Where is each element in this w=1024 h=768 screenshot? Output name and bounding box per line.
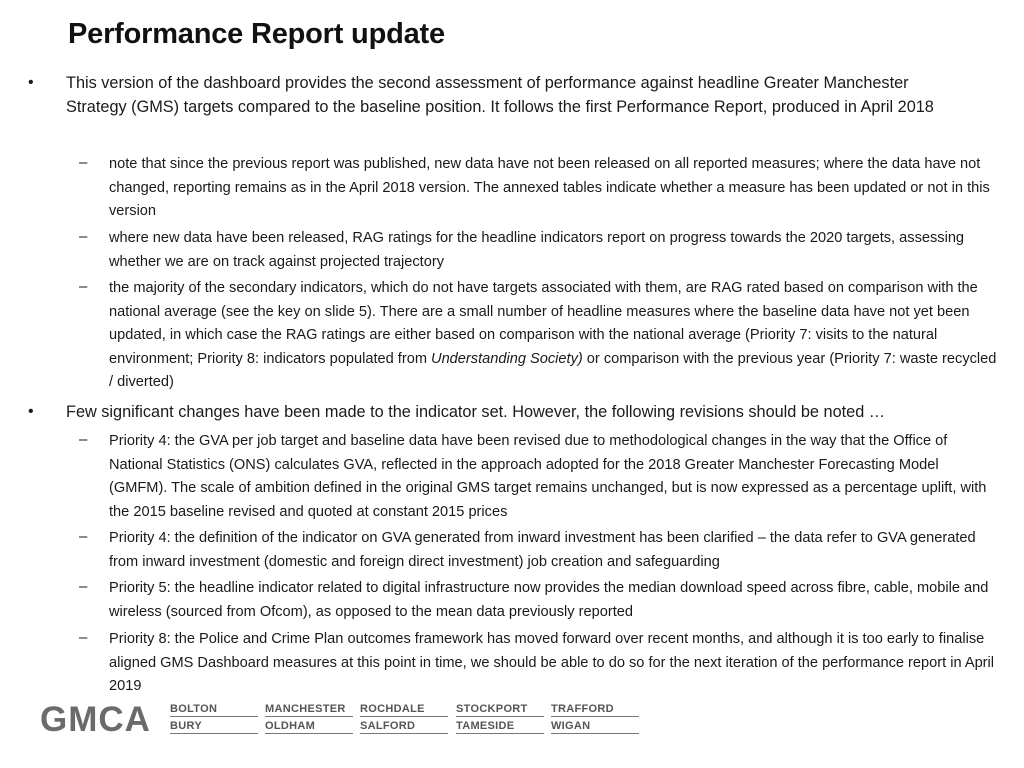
italic-source-name: Understanding Society) — [431, 350, 583, 367]
sub-bullet-marker: – — [79, 278, 88, 295]
sub-bullet-text: Priority 4: the definition of the indicator on GVA generated from inward investment has been clarified – the data refer to GVA generated from inward investment (domestic and foreign direct investment) job creation and safeguarding — [109, 530, 976, 570]
district-label: OLDHAM — [265, 720, 353, 734]
bullet-item — [28, 400, 966, 424]
page-title: Performance Report update — [68, 18, 445, 50]
sub-bullet-text: the majority of the secondary indicators, which do not have targets associated with them, are RAG rated based on comparison with the national average (see the key on slide 5). There are a small number of headline measures where the baseline data have not yet been updated, in which case the RAG ratings are either based on comparison with the national average (Priority 7: visits to the natural environment; Priority 8: indicators populated from — [109, 280, 978, 367]
sub-bullet-item — [79, 527, 999, 574]
sub-bullet-item — [79, 430, 999, 524]
district-label: BOLTON — [170, 703, 258, 717]
sub-bullet-marker: – — [79, 431, 88, 448]
bullet-marker: • — [28, 74, 34, 91]
bullet-marker: • — [28, 403, 34, 420]
district-label: WIGAN — [551, 720, 639, 734]
district-label: TRAFFORD — [551, 703, 639, 717]
district-label: ROCHDALE — [360, 703, 448, 717]
sub-bullet-text: Priority 5: the headline indicator related to digital infrastructure now provides the median download speed across fibre, cable, mobile and wireless (sourced from Ofcom), as opposed to the mean data previously reported — [109, 580, 989, 620]
sub-bullet-item — [79, 153, 999, 224]
sub-bullet-text: where new data have been released, RAG ratings for the headline indicators report on progress towards the 2020 targets, assessing whether we are on track against projected trajectory — [109, 230, 965, 270]
sub-bullet-item — [79, 577, 999, 624]
district-label: MANCHESTER — [265, 703, 353, 717]
sub-bullet-text: Priority 8: the Police and Crime Plan outcomes framework has moved forward over recent months, and although it is too early to finalise aligned GMS Dashboard measures at this point in time, we should be able to do so for the next iteration of the performance report in April 2019 — [109, 631, 995, 695]
sub-bullet-text: note that since the previous report was published, new data have not been released on all reported measures; where the data have not changed, reporting remains as in the April 2018 version. The annexed tables indicate whether a measure has been updated or not in this version — [109, 156, 990, 220]
sub-bullet-item — [79, 277, 999, 395]
district-label: SALFORD — [360, 720, 448, 734]
gmca-logo: GMCA — [40, 700, 151, 739]
sub-bullet-marker: – — [79, 154, 88, 171]
sub-bullet-text-cont: or comparison with the previous year (Priority 7: waste recycled / diverted) — [109, 350, 997, 391]
sub-bullet-marker: – — [79, 528, 88, 545]
sub-bullet-marker: – — [79, 228, 88, 245]
sub-bullet-marker: – — [79, 578, 88, 595]
district-label: TAMESIDE — [456, 720, 544, 734]
bullet-text: This version of the dashboard provides the second assessment of performance against headline Greater Manchester Strategy (GMS) targets compared to the baseline position. It follows the first Performance Report, produced in April 2018 — [66, 74, 934, 116]
district-label: STOCKPORT — [456, 703, 544, 717]
sub-bullet-marker: – — [79, 629, 88, 646]
sub-bullet-item — [79, 628, 999, 699]
footer — [40, 698, 660, 742]
district-label: BURY — [170, 720, 258, 734]
bullet-text: Few significant changes have been made to the indicator set. However, the following revisions should be noted … — [66, 403, 886, 421]
sub-bullet-item — [79, 227, 999, 274]
sub-bullet-text: Priority 4: the GVA per job target and baseline data have been revised due to methodological changes in the way that the Office of National Statistics (ONS) calculates GVA, reflected in the approach adopted for the 2018 Greater Manchester Forecasting Model (GMFM). The scale of ambition defined in the original GMS target remains unchanged, but is now expressed as a percentage uplift, with the 2015 baseline revised and quoted at constant 2015 prices — [109, 433, 987, 520]
bullet-item — [28, 71, 966, 119]
